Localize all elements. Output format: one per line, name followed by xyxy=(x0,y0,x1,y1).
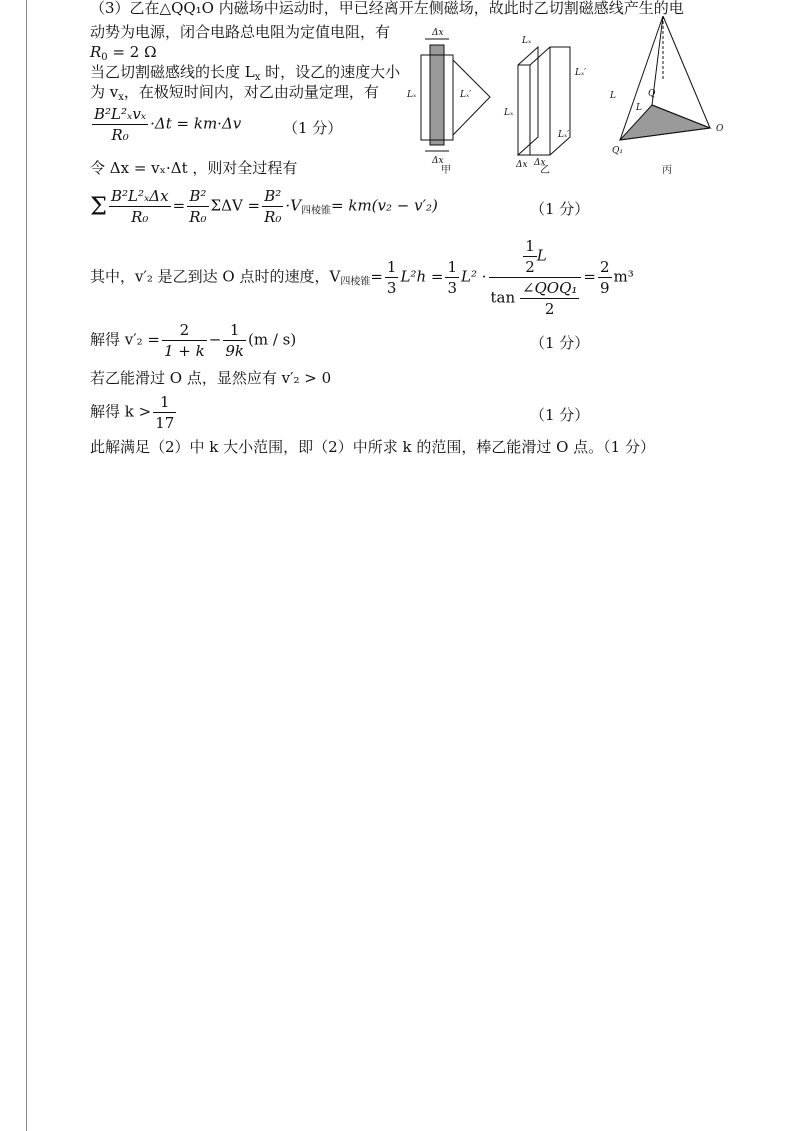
yi-dx-label-1: Δx xyxy=(516,160,528,170)
jia-lxp-label: Lₓ′ xyxy=(460,90,472,100)
volume-equation: 其中，v′₂ 是乙到达 O 点时的速度，$V_{四棱锥}=$ $\frac{1}{3}$ L²h = $\frac{1}{3}$ L² · $\frac{1}{2}$ L tan $\frac{\text{∠QOQ₁}}{2}$ = $\frac{2}{9}$ m³ xyxy=(90,237,634,318)
text-line-2: 动势为电源，闭合电路总电阻为定值电阻，有 xyxy=(90,23,391,41)
figure-jia xyxy=(405,25,500,175)
tan-fraction: $\frac{1}{2}$ L tan $\frac{\text{∠QOQ₁}}{2}$ xyxy=(489,236,582,319)
jia-magnet-bar xyxy=(430,45,444,145)
momentum-equation: $\frac{\text{B²L²ₓvₓ}}{\text{R₀}}$ ·Δt = km·Δv xyxy=(94,105,242,144)
jia-dx-label-bottom: Δx xyxy=(432,156,444,166)
sum-equation: Σ $\frac{\text{B²L²ₓΔx}}{\text{R₀}}$ = $\frac{\text{B²}}{\text{R₀}}$ ΣΔV = $\frac{\text{B²}}{\text{R₀}}$ $\cdot V_{四棱锥}= km(v_2 - v'_2)$ xyxy=(90,187,438,226)
yi-lxp-label-bottom: Lₓ′ xyxy=(558,130,570,140)
score-eq1: （1 分） xyxy=(283,119,343,137)
page-margin-line xyxy=(26,0,27,1131)
yi-lx-label-left: Lₓ xyxy=(504,108,514,118)
slide-condition: 若乙能滑过 O 点，显然应有 v′₂ > 0 xyxy=(90,369,332,387)
yi-lxp-label-right: Lₓ′ xyxy=(575,68,587,78)
score-eq2: （1 分） xyxy=(530,200,590,218)
yi-dx-label-2: Δx xyxy=(534,158,546,168)
bing-q1-label: Q₁ xyxy=(612,146,623,156)
text-line-4: 当乙切割磁感线的长度 $L_x$ 时，设乙的速度大小 xyxy=(90,63,401,83)
figure-yi-caption: 乙 xyxy=(540,165,550,175)
figure-jia-caption: 甲 xyxy=(441,165,451,175)
jia-lx-label: Lₓ xyxy=(407,90,417,100)
bing-l-label-2: L xyxy=(636,103,642,113)
figure-yi xyxy=(500,25,600,175)
text-line-7: 令 Δx = vₓ·Δt ，则对全过程有 xyxy=(90,159,298,177)
bing-o-label: O xyxy=(716,124,724,134)
k-solution: 解得 k > $\frac{1}{17}$ xyxy=(90,393,175,432)
bing-q-label: Q xyxy=(648,89,656,99)
final-conclusion: 此解满足（2）中 k 大小范围，即（2）中所求 k 的范围，棒乙能滑过 O 点。（1 分） xyxy=(90,438,655,456)
r0-equation: $R_0 = 2$ Ω xyxy=(90,43,157,63)
jia-triangle xyxy=(453,60,490,135)
velocity-solution: 解得 v′₂ = $\frac{2}{1 + k}$ − $\frac{1}{9k}$ (m / s) xyxy=(90,321,297,360)
yi-panel-front xyxy=(518,47,538,155)
text-line-1: （3）乙在△QQ₁O 内磁场中运动时，甲已经离开左侧磁场，故此时乙切割磁感线产生的电 xyxy=(90,0,684,17)
yi-lx-label-top: Lₓ xyxy=(522,36,532,46)
figure-bing-caption: 丙 xyxy=(662,165,672,175)
bing-l-label-1: L xyxy=(610,91,616,101)
score-eq5: （1 分） xyxy=(530,406,590,424)
score-eq4: （1 分） xyxy=(530,334,590,352)
text-line-5: 为 $v_x$，在极短时间内，对乙由动量定理，有 xyxy=(90,83,379,103)
figure-bing xyxy=(600,10,740,175)
jia-dx-label-top: Δx xyxy=(432,28,444,38)
